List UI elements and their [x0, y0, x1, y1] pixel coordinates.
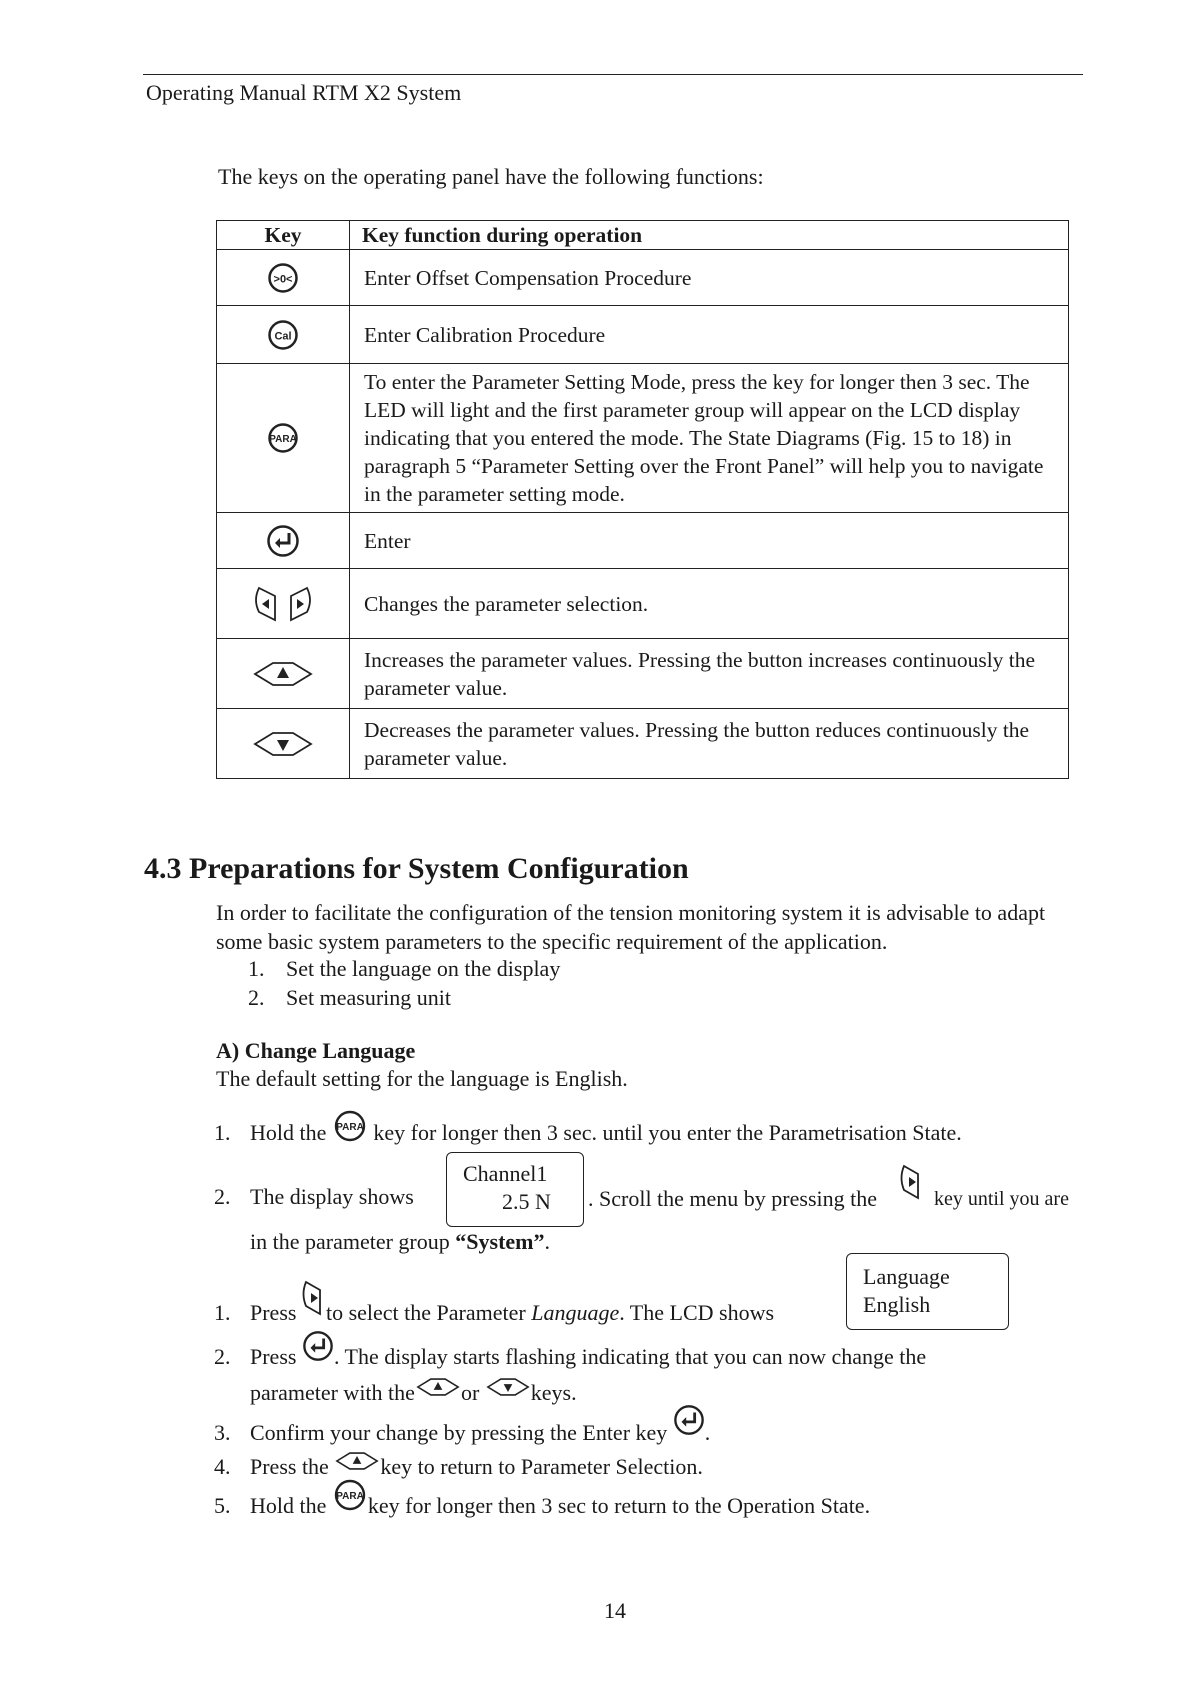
- function-column-header: Key function during operation: [350, 221, 1069, 250]
- step-2-group: in the parameter group “System”.: [250, 1229, 550, 1254]
- table-cell: Enter: [350, 513, 1069, 569]
- table-row: [217, 569, 1069, 639]
- up-key-icon: [251, 659, 315, 689]
- table-row: [217, 639, 1069, 709]
- up-key-icon: [415, 1376, 461, 1398]
- table-row: [217, 364, 1069, 513]
- key-function-table: [216, 220, 1069, 779]
- table-row: [217, 306, 1069, 364]
- svg-text:PARA: PARA: [336, 1491, 364, 1502]
- intro-text: The keys on the operating panel have the following functions:: [218, 164, 764, 189]
- table-cell: Enter Calibration Procedure: [350, 306, 1069, 364]
- step-2: 2. The display shows: [214, 1184, 414, 1209]
- preparation-list: [248, 954, 560, 1012]
- substep-2-continued: parameter with the or keys.: [250, 1376, 577, 1406]
- svg-text:Cal: Cal: [274, 330, 292, 343]
- lcd-display-language: Language English: [846, 1253, 1009, 1330]
- svg-text:PARA: PARA: [336, 1122, 364, 1133]
- table-cell: Decreases the parameter values. Pressing the button reduces continuously the parameter value.: [350, 709, 1069, 779]
- table-cell: Increases the parameter values. Pressing the button increases continuously the parameter value.: [350, 639, 1069, 709]
- list-item: 2. Set measuring unit: [248, 985, 451, 1010]
- table-row: [217, 709, 1069, 779]
- step-2-tail: key until you are: [934, 1188, 1069, 1210]
- offset-key-icon: [267, 262, 299, 294]
- substep-1: 1. Press to select the Parameter Language. The LCD shows: [214, 1300, 774, 1326]
- right-key-icon: [302, 1278, 326, 1318]
- svg-text:PARA: PARA: [269, 434, 297, 446]
- para-key-icon: [332, 1477, 368, 1513]
- section-heading: 4.3 Preparations for System Configuration: [144, 852, 689, 885]
- right-key-icon: [900, 1162, 924, 1202]
- default-language-text: The default setting for the language is English.: [216, 1066, 628, 1091]
- table-header-row: [217, 221, 1069, 250]
- document-title: Operating Manual RTM X2 System: [146, 80, 462, 105]
- list-item: 1. Set the language on the display: [248, 956, 561, 981]
- substep-2: 2. Press . The display starts flashing indicating that you can now change the: [214, 1344, 926, 1370]
- table-cell: To enter the Parameter Setting Mode, press the key for longer then 3 sec. The LED will light and the first parameter group will appear on the LCD display indicating that you entered the mode. The State Diagrams (Fig. 15 to 18) in paragraph 5 “Parameter Setting over the Front Panel” will help you to navigate in the parameter setting mode.: [350, 364, 1069, 513]
- down-key-icon: [251, 729, 315, 759]
- down-key-icon: [485, 1376, 531, 1398]
- header-rule: [143, 74, 1083, 75]
- table-row: [217, 513, 1069, 569]
- page-number: 14: [604, 1598, 626, 1623]
- key-column-header: Key: [217, 221, 350, 250]
- enter-key-icon: [673, 1404, 705, 1436]
- substep-3: 3. Confirm your change by pressing the Enter key .: [214, 1420, 710, 1446]
- substep-5: 5. Hold the PARA key for longer then 3 sec to return to the Operation State.: [214, 1493, 870, 1519]
- svg-text:>0<: >0<: [273, 273, 293, 286]
- table-cell: Changes the parameter selection.: [350, 569, 1069, 639]
- cal-key-icon: [267, 319, 299, 351]
- para-key-icon: [332, 1108, 368, 1144]
- table-row: [217, 250, 1069, 306]
- up-key-icon: [334, 1450, 380, 1472]
- table-cell: Enter Offset Compensation Procedure: [350, 250, 1069, 306]
- substep-4: 4. Press the key to return to Parameter Selection.: [214, 1450, 703, 1480]
- lcd-display-channel: Channel1 2.5 N: [446, 1152, 584, 1227]
- change-language-heading: A) Change Language: [216, 1038, 416, 1063]
- para-key-icon: [266, 422, 300, 454]
- enter-key-icon: [302, 1330, 334, 1362]
- section-paragraph: In order to facilitate the configuration of the tension monitoring system it is advisable to adapt some basic system parameters to the specific requirement of the application.: [216, 900, 1046, 954]
- enter-key-icon: [266, 524, 300, 558]
- step-1: 1. Hold the PARA key for longer then 3 sec. until you enter the Parametrisation State.: [214, 1120, 962, 1146]
- step-2-continued: . Scroll the menu by pressing the: [588, 1186, 878, 1211]
- left-right-keys-icon: [251, 584, 315, 624]
